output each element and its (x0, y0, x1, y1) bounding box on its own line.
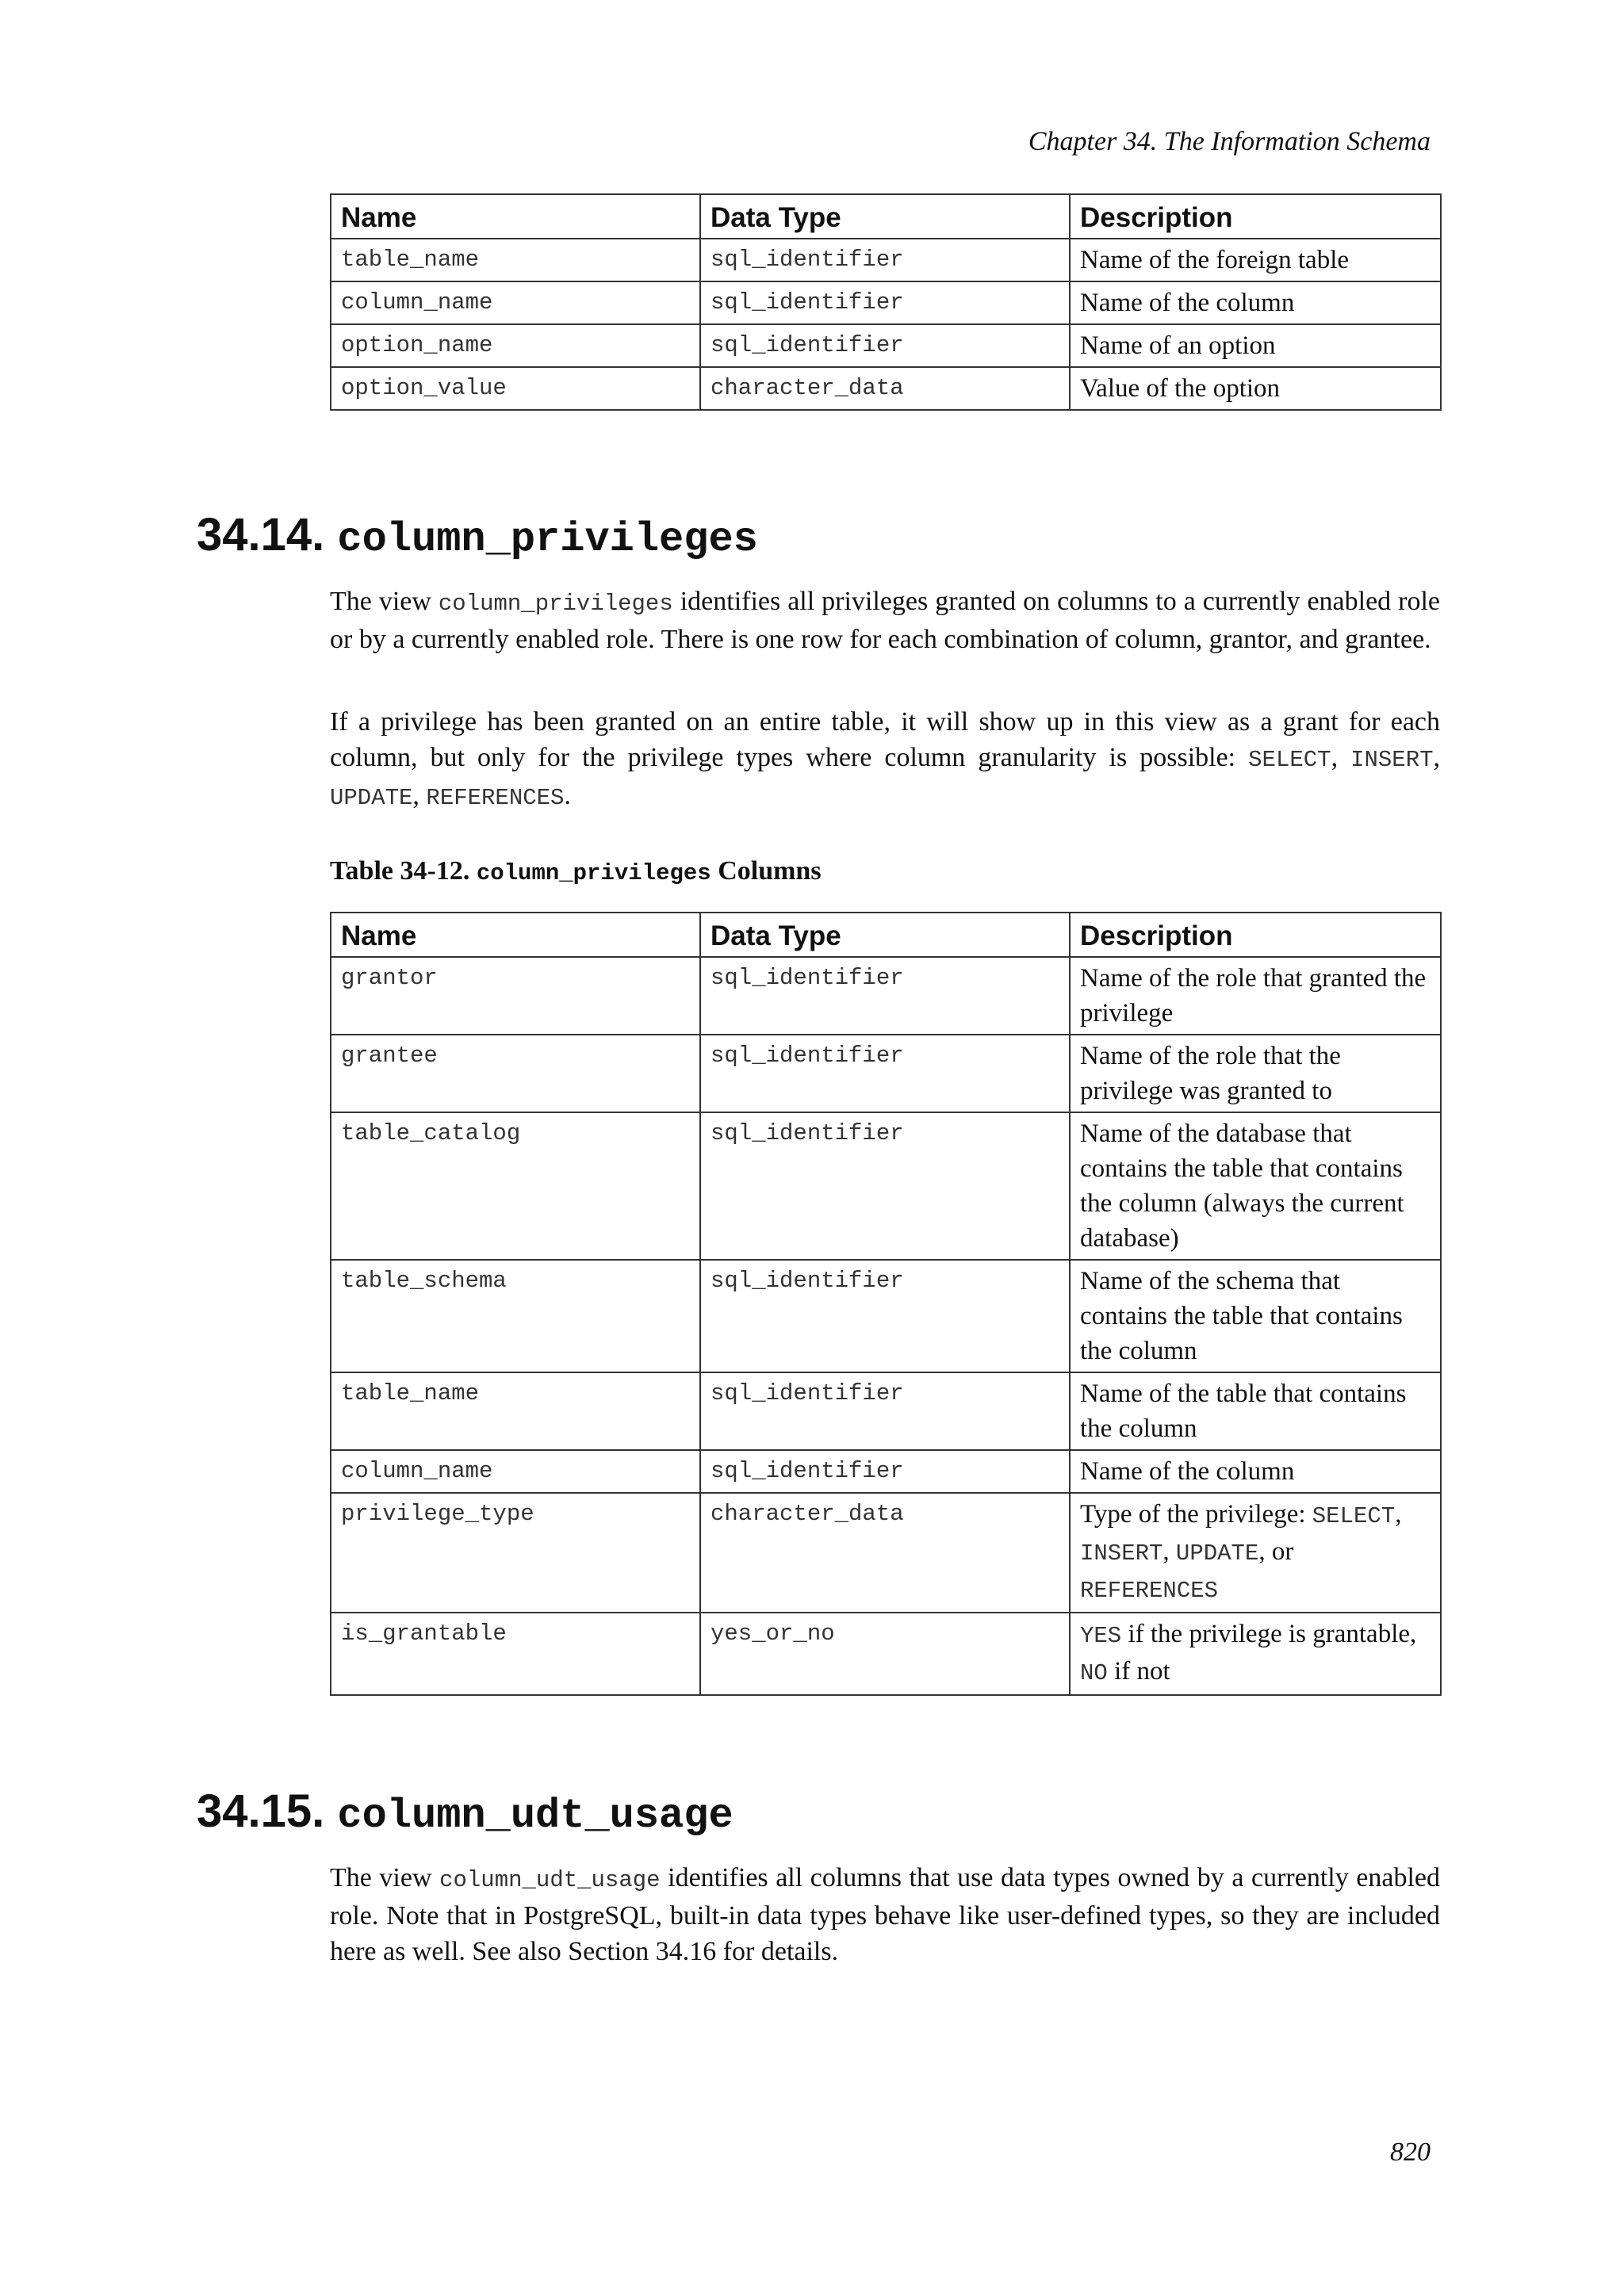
cell-type: sql_identifier (700, 1035, 1070, 1112)
inline-code: column_udt_usage (439, 1867, 661, 1893)
column-header: Name (331, 194, 700, 239)
table-header-row (331, 194, 1441, 239)
cell-description (1070, 1613, 1441, 1695)
cell-description (1070, 1493, 1441, 1613)
cell-description: Name of the table that contains the column (1070, 1372, 1441, 1450)
options-table (330, 193, 1442, 411)
cell-text: Type of the privilege: (1080, 1500, 1312, 1529)
cell-type: sql_identifier (700, 324, 1070, 367)
paragraph-text: , (412, 781, 427, 810)
cell-type: sql_identifier (700, 1260, 1070, 1372)
table-row (331, 239, 1441, 281)
cell-description: Value of the option (1070, 367, 1441, 410)
cell-description: Name of the role that the privilege was granted to (1070, 1035, 1441, 1112)
cell-name: is_grantable (331, 1613, 700, 1695)
table-row (331, 324, 1441, 367)
column-privileges-table (330, 912, 1442, 1696)
section-title-column-udt-usage (197, 1784, 733, 1844)
inline-code: column_privileges (438, 591, 673, 617)
paragraph-text: If a privilege has been granted on an entire table, it will show up in this view as a grant for each column, but only for the privilege types where column granularity is possible: (330, 707, 1440, 772)
inline-code: UPDATE (330, 785, 413, 811)
cell-name: grantee (331, 1035, 700, 1112)
inline-code: INSERT (1350, 747, 1434, 773)
page-number: 820 (1390, 2137, 1431, 2167)
inline-code: REFERENCES (426, 785, 565, 811)
cell-name: column_name (331, 281, 700, 324)
table-row (331, 1035, 1441, 1112)
cell-name: table_catalog (331, 1112, 700, 1260)
cell-name: privilege_type (331, 1493, 700, 1613)
table-caption (330, 856, 822, 886)
cell-description: Name of the database that contains the table that contains the column (always the current database) (1070, 1112, 1441, 1260)
table-row (331, 1260, 1441, 1372)
table-row (331, 281, 1441, 324)
cell-type: sql_identifier (700, 1112, 1070, 1260)
table-row (331, 1613, 1441, 1695)
section-name: column_udt_usage (337, 1793, 733, 1839)
cell-type: character_data (700, 1493, 1070, 1613)
paragraph-column-privileges-detail (330, 704, 1440, 816)
inline-code: UPDATE (1175, 1540, 1259, 1567)
column-header: Description (1070, 194, 1441, 239)
section-name: column_privileges (337, 516, 758, 563)
caption-text: Columns (710, 856, 822, 886)
column-header: Description (1070, 913, 1441, 957)
caption-text: Table 34-12. (330, 856, 477, 886)
inline-code: REFERENCES (1080, 1578, 1219, 1604)
cell-description: Name of the foreign table (1070, 239, 1441, 281)
table-row (331, 1450, 1441, 1493)
table-row (331, 1372, 1441, 1450)
paragraph-text: , (1331, 743, 1351, 772)
cell-text: if the privilege is grantable, (1121, 1620, 1417, 1648)
table-row (331, 1112, 1441, 1260)
paragraph-text: , (1433, 743, 1440, 772)
section-number: 34.15. (197, 1785, 325, 1837)
paragraph-text: identifies all privileges granted on columns to a currently enabled role or by a currently enabled role. There is one row for each combination of column, grantor, and grantee. (330, 587, 1440, 654)
inline-code: INSERT (1080, 1540, 1163, 1567)
cell-type: character_data (700, 367, 1070, 410)
cell-type: yes_or_no (700, 1613, 1070, 1695)
cell-type: sql_identifier (700, 281, 1070, 324)
cell-description: Name of the column (1070, 1450, 1441, 1493)
table-row (331, 367, 1441, 410)
paragraph-column-privileges-intro (330, 584, 1440, 657)
inline-code: YES (1080, 1623, 1122, 1649)
column-header: Name (331, 913, 700, 957)
section-title-column-privileges (197, 507, 758, 568)
cell-name: column_name (331, 1450, 700, 1493)
column-header: Data Type (700, 194, 1070, 239)
table-row (331, 957, 1441, 1035)
cell-description: Name of the role that granted the privilege (1070, 957, 1441, 1035)
cell-name: table_schema (331, 1260, 700, 1372)
cell-type: sql_identifier (700, 957, 1070, 1035)
section-number: 34.14. (197, 509, 325, 561)
paragraph-text: identifies all columns that use data types owned by a currently enabled role. Note that in PostgreSQL, built-in data types behave like user-defined types, so they are included here as well. See also Section 34.16 for details. (330, 1863, 1440, 1966)
paragraph-column-udt-usage-intro (330, 1860, 1440, 1969)
table-row (331, 1493, 1441, 1613)
inline-code: SELECT (1312, 1503, 1396, 1529)
inline-code: NO (1080, 1660, 1108, 1686)
paragraph-text: The view (330, 587, 439, 616)
column-header: Data Type (700, 913, 1070, 957)
cell-text: , (1162, 1537, 1176, 1566)
cell-description: Name of the schema that contains the table that contains the column (1070, 1260, 1441, 1372)
cell-text: if not (1107, 1657, 1170, 1686)
cell-text: , or (1258, 1537, 1294, 1566)
cell-name: option_value (331, 367, 700, 410)
chapter-header: Chapter 34. The Information Schema (1028, 127, 1431, 156)
cell-type: sql_identifier (700, 1450, 1070, 1493)
cell-name: grantor (331, 957, 700, 1035)
cell-name: table_name (331, 1372, 700, 1450)
table-header-row (331, 913, 1441, 957)
paragraph-text: The view (330, 1863, 440, 1892)
cell-description: Name of the column (1070, 281, 1441, 324)
cell-text: , (1395, 1500, 1402, 1529)
cell-name: option_name (331, 324, 700, 367)
inline-code: SELECT (1248, 747, 1331, 773)
cell-description: Name of an option (1070, 324, 1441, 367)
inline-code: column_privileges (476, 860, 711, 886)
cell-type: sql_identifier (700, 239, 1070, 281)
paragraph-text: . (564, 781, 571, 810)
cell-type: sql_identifier (700, 1372, 1070, 1450)
cell-name: table_name (331, 239, 700, 281)
